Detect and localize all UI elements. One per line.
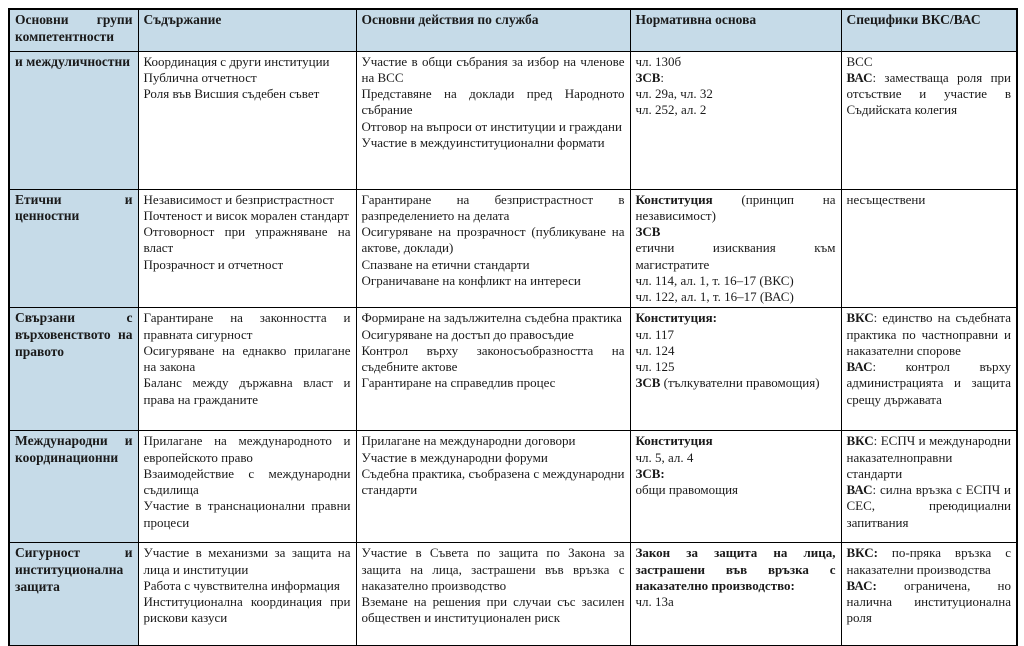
table-row <box>9 543 1017 646</box>
text-segment: ВКС: <box>846 545 878 561</box>
text-segment: (тълкувателни правомощия) <box>660 375 820 391</box>
cell-paragraph <box>636 86 836 102</box>
text-segment: Вземане на решения при случаи със засилен обществен и институционален риск <box>361 594 625 626</box>
cell-paragraph <box>15 545 133 596</box>
cell-paragraph <box>636 433 836 449</box>
text-segment: чл. 124 <box>635 342 675 358</box>
text-segment: Гарантиране на справедлив процес <box>361 375 556 391</box>
text-segment: етични изисквания към магистратите <box>635 240 836 272</box>
text-segment: Независимост и безпристрастност <box>143 191 334 207</box>
text-segment: Ограничаване на конфликт на интереси <box>361 272 581 288</box>
cell-paragraph <box>362 86 625 119</box>
cell-paragraph <box>362 135 625 151</box>
text-segment: : контрол върху администрацията и защита срещу държавата <box>846 359 1011 407</box>
group-cell <box>9 543 138 646</box>
cell-paragraph <box>636 240 836 273</box>
text-segment: чл. 125 <box>635 359 675 374</box>
cell-paragraph <box>847 192 1012 208</box>
cell-paragraph <box>636 545 836 594</box>
table-row <box>9 51 1017 189</box>
cell-paragraph <box>362 343 625 376</box>
cell-paragraph <box>144 433 351 466</box>
cell-paragraph <box>362 327 625 343</box>
table-cell <box>841 543 1017 646</box>
text-segment: Участие в междуинституционални формати <box>361 134 605 150</box>
cell-paragraph <box>362 450 625 466</box>
text-segment: ВАС: <box>846 577 877 593</box>
cell-paragraph <box>847 482 1012 531</box>
cell-paragraph <box>144 375 351 408</box>
cell-paragraph <box>15 433 133 467</box>
text-segment: Формиране на задължителна съдебна практика <box>361 310 622 326</box>
text-segment: Конституция <box>635 433 713 449</box>
group-cell <box>9 51 138 189</box>
cell-paragraph <box>847 70 1012 119</box>
table-cell <box>138 189 356 308</box>
text-segment: : ЕСПЧ и международни наказателноправни стандарти <box>846 433 1011 481</box>
text-segment: общи правомощия <box>635 482 739 497</box>
cell-paragraph <box>636 343 836 359</box>
text-segment: Гарантиране на законността и правната сигурност <box>143 310 351 342</box>
cell-paragraph <box>636 273 836 289</box>
text-segment: Участие в международни форуми <box>361 449 548 465</box>
table-cell <box>356 431 630 543</box>
column-header: Основни групи компетентности <box>9 9 138 51</box>
column-header: Нормативна основа <box>630 9 841 51</box>
cell-paragraph <box>144 257 351 273</box>
cell-paragraph <box>847 545 1012 578</box>
text-segment: Етични и ценностни <box>15 191 133 224</box>
cell-paragraph <box>15 310 133 361</box>
text-segment: Участие в общи събрания за избор на членове на ВСС <box>361 53 625 85</box>
cell-paragraph <box>15 192 133 226</box>
table-cell <box>356 308 630 431</box>
table-cell <box>841 51 1017 189</box>
text-segment: чл. 29а, чл. 32 <box>635 86 713 101</box>
text-segment: ЗСВ <box>635 69 661 85</box>
text-segment: Конституция: <box>635 310 717 326</box>
cell-paragraph <box>144 578 351 594</box>
text-segment: Прозрачност и отчетност <box>143 256 284 272</box>
table-cell <box>630 51 841 189</box>
cell-paragraph <box>144 498 351 531</box>
cell-paragraph <box>362 594 625 627</box>
cell-paragraph <box>362 375 625 391</box>
column-header: Специфики ВКС/ВАС <box>841 9 1017 51</box>
cell-paragraph <box>144 54 351 70</box>
table-cell <box>841 189 1017 308</box>
cell-paragraph <box>636 375 836 391</box>
cell-paragraph <box>362 54 625 87</box>
cell-paragraph <box>144 208 351 224</box>
cell-paragraph <box>847 578 1012 627</box>
text-segment: ВАС <box>846 69 873 85</box>
table-cell <box>841 431 1017 543</box>
table-row <box>9 308 1017 431</box>
text-segment: и междуличностни <box>15 53 131 69</box>
text-segment: чл. 117 <box>635 326 675 342</box>
text-segment: Осигуряване на достъп до правосъдие <box>361 326 574 342</box>
cell-paragraph <box>847 310 1012 359</box>
text-segment: чл. 114, ал. 1, т. 16–17 (ВКС) <box>635 272 794 288</box>
cell-paragraph <box>144 310 351 343</box>
text-segment: Отговорност при упражняване на власт <box>143 224 351 256</box>
text-segment: Закон за защита на лица, застрашени във връзка с наказателно производство: <box>635 545 836 593</box>
text-segment: Участие в Съвета по защита по Закона за защита на лица, застрашени във връзка с наказателно производство <box>361 545 625 593</box>
text-segment: Роля във Висшия съдебен съвет <box>143 86 320 101</box>
cell-paragraph <box>144 545 351 578</box>
cell-paragraph <box>847 359 1012 408</box>
text-segment: : единство на съдебната практика по частноправни и наказателни спорове <box>846 310 1011 358</box>
text-segment: Участие в транснационални правни процеси <box>143 498 351 530</box>
cell-paragraph <box>847 54 1012 70</box>
text-segment: несъществени <box>846 191 926 207</box>
cell-paragraph <box>144 192 351 208</box>
cell-paragraph <box>847 433 1012 482</box>
cell-paragraph <box>362 192 625 225</box>
text-segment: ЗСВ <box>635 375 661 391</box>
cell-paragraph <box>362 119 625 135</box>
cell-paragraph <box>144 224 351 257</box>
cell-paragraph <box>362 545 625 594</box>
cell-paragraph <box>636 482 836 498</box>
text-segment: Свързани с върховенството на правото <box>15 310 133 359</box>
cell-paragraph <box>636 327 836 343</box>
cell-paragraph <box>362 466 625 499</box>
text-segment: Международни и координационни <box>15 433 133 466</box>
text-segment: Прилагане на международни договори <box>361 433 576 449</box>
text-segment: по-пряка връзка с наказателни производства <box>846 545 1011 577</box>
cell-paragraph <box>15 54 133 71</box>
cell-paragraph <box>636 102 836 118</box>
group-cell <box>9 308 138 431</box>
text-segment: Съдебна практика, съобразена с международни стандарти <box>361 465 625 497</box>
text-segment: ВКС <box>846 310 874 326</box>
table-cell <box>356 189 630 308</box>
table-cell <box>630 189 841 308</box>
text-segment: чл. 252, ал. 2 <box>635 102 707 118</box>
text-segment: ограничена, но налична институционална роля <box>846 577 1011 626</box>
cell-paragraph <box>144 594 351 627</box>
text-segment: : заместваща роля при отсъствие и участие в Съдийската колегия <box>846 69 1011 118</box>
cell-paragraph <box>636 594 836 610</box>
text-segment: Сигурност и институционална защита <box>15 545 133 594</box>
table-cell <box>138 543 356 646</box>
text-segment: Институционална координация при рискови казуси <box>143 594 351 626</box>
cell-paragraph <box>362 257 625 273</box>
group-cell <box>9 189 138 308</box>
text-segment: Взаимодействие с международни съдилища <box>143 465 351 497</box>
text-segment: ВКС <box>846 433 874 449</box>
text-segment: Отговор на въпроси от институции и граждани <box>361 118 622 134</box>
text-segment: Гарантиране на безпристрастност в разпределението на делата <box>361 191 625 223</box>
cell-paragraph <box>636 192 836 225</box>
table-cell <box>841 308 1017 431</box>
column-header: Основни действия по служба <box>356 9 630 51</box>
text-segment: ЗСВ: <box>635 465 665 481</box>
text-segment: Публична отчетност <box>143 69 257 85</box>
table-cell <box>630 543 841 646</box>
table-cell <box>138 308 356 431</box>
table-cell <box>138 431 356 543</box>
text-segment: Координация с други институции <box>143 53 330 69</box>
cell-paragraph <box>636 466 836 482</box>
cell-paragraph <box>144 70 351 86</box>
text-segment: Почтеност и висок морален стандарт <box>143 207 349 223</box>
cell-paragraph <box>636 224 836 240</box>
text-segment: чл. 13а <box>635 594 674 609</box>
competency-table <box>8 8 1018 646</box>
text-segment: Работа с чувствителна информация <box>143 577 340 593</box>
text-segment: Участие в механизми за защита на лица и институции <box>143 545 351 577</box>
text-segment: Конституция <box>635 191 713 207</box>
table-cell <box>630 431 841 543</box>
text-segment: ВАС <box>846 359 873 374</box>
table-cell <box>138 51 356 189</box>
cell-paragraph <box>144 466 351 499</box>
text-segment: (принцип на независимост) <box>635 191 836 223</box>
text-segment: : силна връзка с ЕСПЧ и СЕС, преюдициални запитвания <box>846 482 1011 530</box>
text-segment: ЗСВ <box>635 224 661 239</box>
text-segment: ВАС <box>846 482 873 497</box>
cell-paragraph <box>636 450 836 466</box>
table-row <box>9 189 1017 308</box>
table-cell <box>356 51 630 189</box>
table-row <box>9 431 1017 543</box>
text-segment: чл. 5, ал. 4 <box>635 449 694 465</box>
text-segment: ВСС <box>846 53 873 69</box>
group-cell <box>9 431 138 543</box>
cell-paragraph <box>636 70 836 86</box>
text-segment: Баланс между държавна власт и права на гражданите <box>143 375 351 407</box>
table-cell <box>356 543 630 646</box>
cell-paragraph <box>144 86 351 102</box>
table-cell <box>630 308 841 431</box>
cell-paragraph <box>636 359 836 375</box>
text-segment: чл. 130б <box>635 53 682 69</box>
cell-paragraph <box>362 224 625 257</box>
text-segment: Осигуряване на прозрачност (публикуване на актове, доклади) <box>361 224 625 256</box>
text-segment: Спазване на етични стандарти <box>361 256 530 272</box>
text-segment: Представяне на доклади пред Народното събрание <box>361 86 625 118</box>
cell-paragraph <box>144 343 351 376</box>
cell-paragraph <box>636 310 836 326</box>
column-header: Съдържание <box>138 9 356 51</box>
cell-paragraph <box>362 310 625 326</box>
table-header-row <box>9 9 1017 51</box>
text-segment: Осигуряване на еднакво прилагане на закона <box>143 342 351 374</box>
text-segment: чл. 122, ал. 1, т. 16–17 (ВАС) <box>635 289 794 304</box>
cell-paragraph <box>362 433 625 449</box>
cell-paragraph <box>636 54 836 70</box>
text-segment: Контрол върху законосъобразността на съдебните актове <box>361 342 625 374</box>
cell-paragraph <box>636 289 836 305</box>
cell-paragraph <box>362 273 625 289</box>
text-segment: Прилагане на международното и европейското право <box>143 433 351 465</box>
text-segment: : <box>660 69 665 85</box>
